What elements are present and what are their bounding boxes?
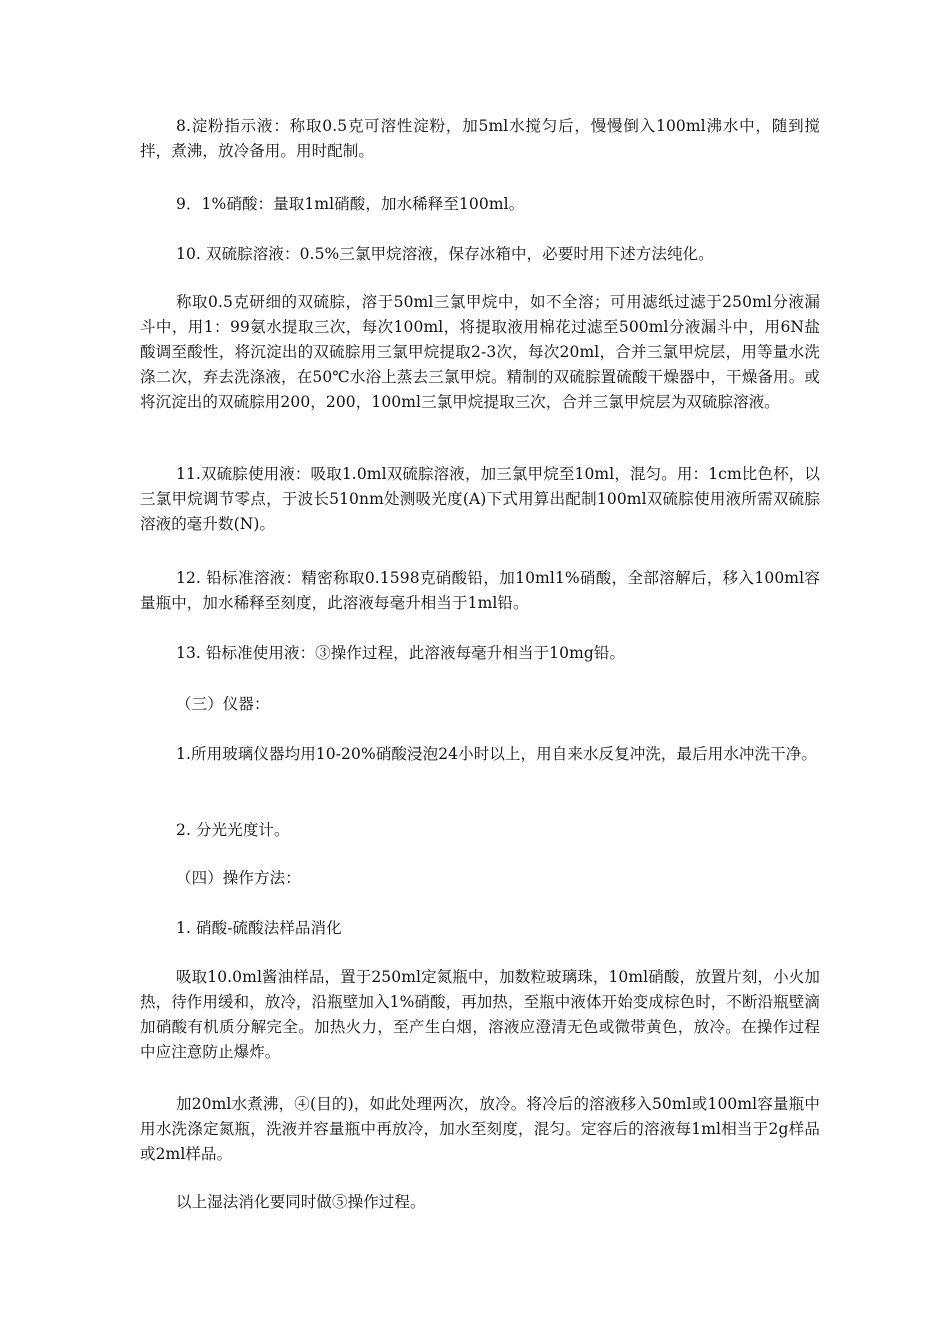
paragraph-dithizone-purification: 称取0.5克研细的双硫腙，溶于50ml三氯甲烷中，如不全溶；可用滤纸过滤于250ml分液漏斗中，用1：99氨水提取三次，每次100ml，将提取液用棉花过滤至500ml分液漏斗中，用6N盐酸调至酸性，将沉淀出的双硫腙用三氯甲烷提取2-3次，每次20ml，合并三氯甲烷层，用等量水洗涤二次，弃去洗涤液，在50℃水浴上蒸去三氯甲烷。精制的双硫腙置硫酸干燥器中，干燥备用。或将沉淀出的双硫腙用200，200，100ml三氯甲烷提取三次，合并三氯甲烷层为双硫腙溶液。 xyxy=(140,293,820,411)
paragraph-boiling-and-dilution: 加20ml水煮沸，④(目的)，如此处理两次，放冷。将冷后的溶液移入50ml或100ml容量瓶中用水洗涤定氮瓶，洗液并容量瓶中再放冷，加水至刻度，混匀。定容后的溶液每1ml相当于2g样品或2ml样品。 xyxy=(140,1095,820,1163)
section-heading-instruments: （三）仪器： xyxy=(176,695,270,713)
paragraph-wet-digestion-note: 以上湿法消化要同时做⑤操作过程。 xyxy=(176,1193,426,1211)
subheading-digestion-method: 1. 硝酸-硫酸法样品消化 xyxy=(176,919,342,937)
paragraph-sample-digestion: 吸取10.0ml酱油样品，置于250ml定氮瓶中，加数粒玻璃珠，10ml硝酸，放置片刻，小火加热，待作用缓和，放冷，沿瓶壁加入1%硝酸，再加热，至瓶中液体开始变成棕色时，不断沿瓶壁滴加硝酸有机质分解完全。加热火力，至产生白烟，溶液应澄清无色或微带黄色，放冷。在操作过程中应注意防止爆炸。 xyxy=(140,968,820,1061)
paragraph-dithizone-working-solution: 11.双硫腙使用液：吸取1.0ml双硫腙溶液，加三氯甲烷至10ml，混匀。用：1cm比色杯，以三氯甲烷调节零点，于波长510nm处测吸光度(A)下式用算出配制100ml双硫腙使用液所需双硫腙溶液的毫升数(N)。 xyxy=(140,465,820,533)
paragraph-spectrophotometer: 2. 分光光度计。 xyxy=(176,821,290,839)
paragraph-starch-indicator: 8.淀粉指示液：称取0.5克可溶性淀粉，加5ml水搅匀后，慢慢倒入100ml沸水中，随到搅拌，煮沸，放冷备用。用时配制。 xyxy=(140,117,820,160)
paragraph-glassware: 1.所用玻璃仪器均用10-20%硝酸浸泡24小时以上，用自来水反复冲洗，最后用水冲洗干净。 xyxy=(176,745,817,763)
paragraph-dithizone-solution: 10. 双硫腙溶液：0.5%三氯甲烷溶液，保存冰箱中，必要时用下述方法纯化。 xyxy=(176,245,714,263)
section-heading-procedure: （四）操作方法： xyxy=(176,869,301,887)
paragraph-lead-standard-working-solution: 13. 铅标准使用液：③操作过程，此溶液每毫升相当于10mg铅。 xyxy=(176,644,626,662)
paragraph-lead-standard-solution: 12. 铅标准溶液：精密称取0.1598克硝酸铅，加10ml1%硝酸，全部溶解后，移入100ml容量瓶中，加水稀释至刻度，此溶液每毫升相当于1ml铅。 xyxy=(140,569,820,612)
paragraph-nitric-acid: 9．1%硝酸：量取1ml硝酸，加水稀释至100ml。 xyxy=(176,195,525,213)
